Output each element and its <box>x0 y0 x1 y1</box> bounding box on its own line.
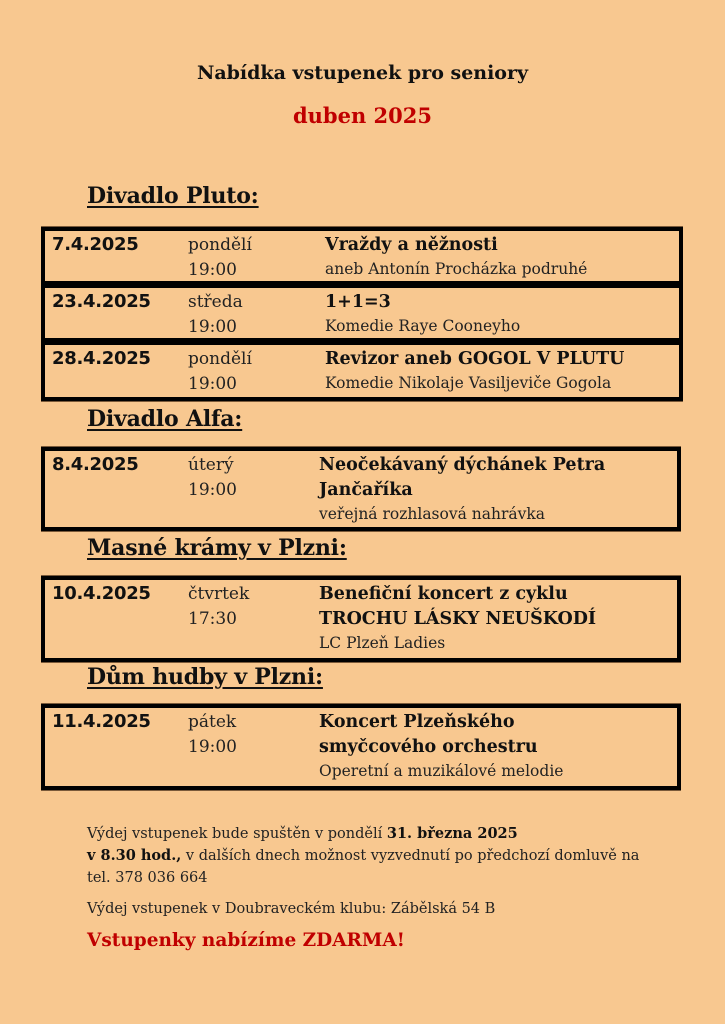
event-title: 1+1=3 <box>325 292 391 312</box>
event-time: 17:30 <box>188 609 237 629</box>
event-title: Neočekávaný dýchánek Petra <box>319 455 606 475</box>
event-subtitle: veřejná rozhlasová nahrávka <box>319 505 546 523</box>
event-day: pátek <box>188 712 237 732</box>
event-subtitle: Operetní a muzikálové melodie <box>319 762 564 780</box>
event-date: 28.4.2025 <box>52 348 151 369</box>
note-text: Výdej vstupenek bude spuštěn v pondělí <box>87 826 387 842</box>
event-day: úterý <box>188 455 234 475</box>
event-row <box>41 227 683 285</box>
event-row <box>41 704 681 790</box>
page-title: Nabídka vstupenek pro seniory <box>196 62 529 84</box>
event-title-line2: TROCHU LÁSKY NEUŠKODÍ <box>319 609 597 629</box>
event-title: Koncert Plzeňského <box>319 712 515 732</box>
ticket-distribution-note <box>87 823 647 889</box>
event-time: 19:00 <box>188 260 237 280</box>
event-day: pondělí <box>188 235 252 255</box>
event-subtitle: Komedie Nikolaje Vasiljeviče Gogola <box>325 374 612 392</box>
event-title: Vraždy a něžnosti <box>325 235 498 255</box>
event-date: 10.4.2025 <box>52 583 151 604</box>
event-date: 7.4.2025 <box>52 234 139 255</box>
event-title-line2: smyčcového orchestru <box>319 737 538 757</box>
event-title: Revizor aneb GOGOL V PLUTU <box>325 349 625 369</box>
event-subtitle: aneb Antonín Procházka podruhé <box>325 260 588 278</box>
events-table-dum-hudby <box>41 703 681 791</box>
event-day: středa <box>188 292 243 312</box>
event-row <box>41 447 681 531</box>
event-date: 8.4.2025 <box>52 454 139 475</box>
ticket-pickup-location: Výdej vstupenek v Doubraveckém klubu: Zábělská 54 B <box>87 901 496 917</box>
event-row <box>41 576 681 662</box>
note-text-rest: v dalších dnech možnost vyzvednutí po předchozí domluvě na tel. 378 036 664 <box>87 848 640 886</box>
events-table-alfa <box>41 446 681 532</box>
note-time-bold: v 8.30 hod., <box>87 847 182 864</box>
event-date: 23.4.2025 <box>52 291 151 312</box>
event-day: čtvrtek <box>188 584 250 604</box>
venue-heading-pluto: Divadlo Pluto: <box>87 183 259 209</box>
page-subtitle-month: duben 2025 <box>292 103 433 128</box>
event-subtitle: Komedie Raye Cooneyho <box>325 317 521 335</box>
venue-heading-dum-hudby: Dům hudby v Plzni: <box>87 664 323 690</box>
venue-heading-alfa: Divadlo Alfa: <box>87 406 243 432</box>
events-table-pluto <box>41 226 683 402</box>
event-title-line2: Jančaříka <box>319 480 413 500</box>
event-row <box>41 284 683 342</box>
events-table-masne-kramy <box>41 575 681 663</box>
event-subtitle: LC Plzeň Ladies <box>319 634 446 652</box>
event-time: 19:00 <box>188 317 237 337</box>
note-date-bold: 31. března 2025 <box>386 825 518 842</box>
event-time: 19:00 <box>188 480 237 500</box>
event-time: 19:00 <box>188 737 237 757</box>
venue-heading-masne-kramy: Masné krámy v Plzni: <box>87 535 347 561</box>
event-date: 11.4.2025 <box>52 711 151 732</box>
event-time: 19:00 <box>188 374 237 394</box>
event-title: Benefiční koncert z cyklu <box>319 584 568 604</box>
event-row <box>41 341 683 401</box>
free-tickets-banner: Vstupenky nabízíme ZDARMA! <box>87 930 405 951</box>
event-day: pondělí <box>188 349 252 369</box>
